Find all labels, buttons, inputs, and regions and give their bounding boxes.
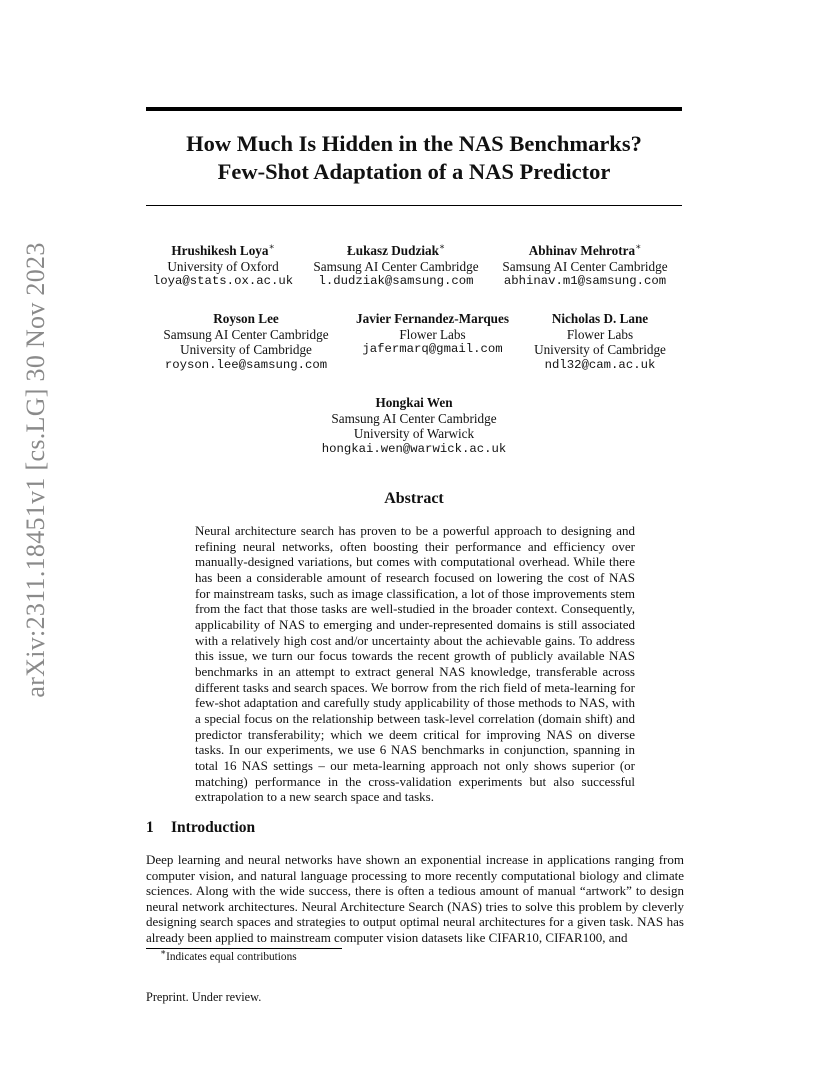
footnote-text: Indicates equal contributions bbox=[166, 951, 297, 963]
author-block bbox=[520, 311, 680, 373]
title-top-rule bbox=[146, 107, 682, 111]
author-email[interactable]: jafermarq@gmail.com bbox=[362, 342, 503, 356]
author-name: Royson Lee bbox=[213, 311, 279, 326]
author-affiliation: Flower Labs bbox=[399, 326, 466, 342]
author-name: Nicholas D. Lane bbox=[551, 311, 649, 326]
author-name: Hrushikesh Loya bbox=[171, 243, 269, 258]
author-email[interactable]: l.dudziak@samsung.com bbox=[318, 274, 474, 288]
author-block bbox=[345, 311, 520, 358]
author-block bbox=[156, 311, 336, 373]
author-email[interactable]: hongkai.wen@warwick.ac.uk bbox=[321, 441, 507, 456]
title-line-1: How Much Is Hidden in the NAS Benchmarks? bbox=[186, 131, 642, 156]
section-body: Deep learning and neural networks have shown an exponential increase in applications ranging from computer vision, and natural language processing to more recently computational biology and climate sciences. Along with the wide success, there is often a tedious amount of manual “artwork” to design neural network architectures. Neural Architecture Search (NAS) tries to solve this problem by cleverly designing search spaces and strategies to output optimal neural architectures for a given task. NAS has already been applied to mainstream computer vision datasets like CIFAR10, CIFAR100, and bbox=[146, 852, 684, 945]
author-block bbox=[314, 395, 514, 457]
author-affiliation: University of Oxford bbox=[167, 258, 279, 274]
author-affiliation: University of Warwick bbox=[353, 426, 475, 441]
author-block bbox=[495, 243, 675, 290]
paper-title bbox=[146, 130, 682, 186]
title-bottom-rule bbox=[146, 205, 682, 206]
author-email[interactable]: loya@stats.ox.ac.uk bbox=[152, 274, 294, 288]
equal-contribution-mark: ∗ bbox=[438, 241, 446, 252]
author-block bbox=[306, 243, 486, 290]
equal-contribution-mark: ∗ bbox=[635, 241, 642, 252]
section-title: Introduction bbox=[171, 819, 256, 836]
preprint-note: Preprint. Under review. bbox=[146, 990, 262, 1004]
author-email[interactable]: ndl32@cam.ac.uk bbox=[544, 357, 656, 372]
author-name: Łukasz Dudziak bbox=[346, 243, 439, 258]
author-affiliation: University of Cambridge bbox=[180, 342, 312, 357]
author-affiliation: Samsung AI Center Cambridge bbox=[163, 326, 329, 342]
author-affiliation: Samsung AI Center Cambridge bbox=[313, 258, 479, 274]
author-email[interactable]: royson.lee@samsung.com bbox=[164, 357, 328, 372]
author-affiliation: University of Cambridge bbox=[534, 342, 666, 357]
footnote bbox=[160, 947, 297, 963]
author-affiliation: Flower Labs bbox=[566, 326, 634, 342]
abstract-text: Neural architecture search has proven to be a powerful approach to designing and refining neural networks, often boosting their performance and efficiency over manually-designed variations, but comes with computational overhead. While there has been a considerable amount of research focused on lowering the cost of NAS for mainstream tasks, such as image classification, a lot of those improvements stem from the fact that those tasks are well-studied in the broader context. Consequently, applicability of NAS to emerging and under-represented domains is still associated with a relatively high cost and/or uncertainty about the achievable gains. To address this issue, we turn our focus towards the recent growth of publicly available NAS benchmarks in an attempt to extract general NAS knowledge, transferable across different tasks and search spaces. We borrow from the rich field of meta-learning for few-shot adaptation and carefully study applicability of those methods to NAS, with a special focus on the relationship between task-level correlation (domain shift) and predictor transferability; which we deem critical for improving NAS on diverse tasks. In our experiments, we use 6 NAS benchmarks in conjunction, spanning in total 16 NAS settings – our meta-learning approach not only shows superior (or matching) performance in the cross-validation experiments but also successful extrapolation to a new search space and tasks. bbox=[195, 523, 635, 805]
section-number: 1 bbox=[146, 819, 154, 836]
footnote-mark: ∗ bbox=[160, 947, 167, 958]
footnote-rule bbox=[146, 948, 342, 949]
author-name: Javier Fernandez-Marques bbox=[356, 311, 509, 326]
arxiv-stamp-text: arXiv:2311.18451v1 [cs.LG] 30 Nov 2023 bbox=[21, 242, 50, 698]
equal-contribution-mark: ∗ bbox=[268, 241, 275, 252]
author-email[interactable]: abhinav.m1@samsung.com bbox=[503, 274, 667, 288]
title-line-2: Few-Shot Adaptation of a NAS Predictor bbox=[217, 159, 611, 184]
section-heading bbox=[146, 819, 255, 837]
author-name: Abhinav Mehrotra bbox=[528, 243, 636, 258]
arxiv-stamp bbox=[18, 242, 54, 698]
abstract-heading: Abstract bbox=[384, 490, 444, 507]
author-name: Hongkai Wen bbox=[375, 395, 453, 410]
author-affiliation: Samsung AI Center Cambridge bbox=[502, 258, 668, 274]
author-block bbox=[148, 243, 298, 290]
author-affiliation: Samsung AI Center Cambridge bbox=[331, 410, 497, 426]
